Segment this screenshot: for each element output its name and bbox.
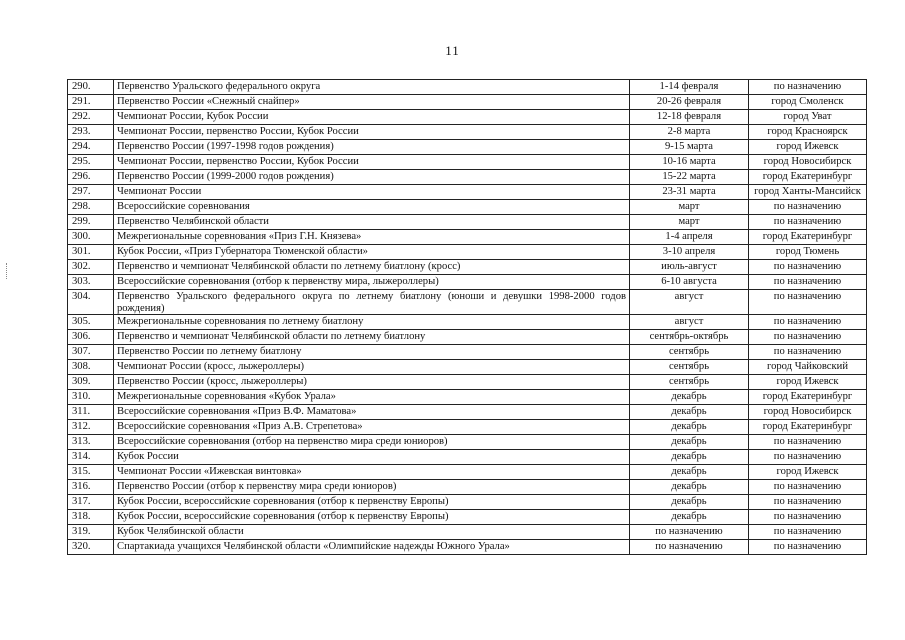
row-number-cell: 319. <box>68 525 114 540</box>
event-date-cell: 15-22 марта <box>630 170 749 185</box>
event-place-cell: по назначению <box>749 450 867 465</box>
event-place-cell: город Новосибирск <box>749 405 867 420</box>
event-place-cell: город Екатеринбург <box>749 170 867 185</box>
event-place-cell: по назначению <box>749 260 867 275</box>
table-row <box>68 330 867 345</box>
event-name-cell: Кубок России, всероссийские соревнования (отбор к первенству Европы) <box>114 495 630 510</box>
event-place-cell: город Ижевск <box>749 140 867 155</box>
event-date-cell: 1-14 февраля <box>630 80 749 95</box>
table-row <box>68 315 867 330</box>
table-row <box>68 290 867 315</box>
table-row <box>68 375 867 390</box>
event-place-cell: по назначению <box>749 435 867 450</box>
event-name-cell: Чемпионат России «Ижевская винтовка» <box>114 465 630 480</box>
event-place-cell: город Чайковский <box>749 360 867 375</box>
event-name-cell: Всероссийские соревнования «Приз В.Ф. Маматова» <box>114 405 630 420</box>
event-place-cell: город Смоленск <box>749 95 867 110</box>
row-number-cell: 295. <box>68 155 114 170</box>
event-date-cell: 6-10 августа <box>630 275 749 290</box>
table-row <box>68 540 867 555</box>
events-table-body <box>68 80 867 555</box>
event-name-cell: Всероссийские соревнования (отбор на первенство мира среди юниоров) <box>114 435 630 450</box>
table-row <box>68 345 867 360</box>
row-number-cell: 305. <box>68 315 114 330</box>
table-row <box>68 420 867 435</box>
table-row <box>68 450 867 465</box>
event-place-cell: город Екатеринбург <box>749 420 867 435</box>
event-name-cell: Первенство Уральского федерального округа по летнему биатлону (юноши и девушки 1998-2000 годов рождения) <box>114 290 630 315</box>
row-number-cell: 290. <box>68 80 114 95</box>
event-name-cell: Всероссийские соревнования (отбор к первенству мира, лыжероллеры) <box>114 275 630 290</box>
event-date-cell: декабрь <box>630 480 749 495</box>
event-date-cell: август <box>630 290 749 315</box>
table-row <box>68 405 867 420</box>
event-date-cell: 3-10 апреля <box>630 245 749 260</box>
event-name-cell: Кубок России, всероссийские соревнования (отбор к первенству Европы) <box>114 510 630 525</box>
row-number-cell: 315. <box>68 465 114 480</box>
row-number-cell: 309. <box>68 375 114 390</box>
row-number-cell: 313. <box>68 435 114 450</box>
event-name-cell: Первенство России (отбор к первенству мира среди юниоров) <box>114 480 630 495</box>
event-name-cell: Межрегиональные соревнования по летнему биатлону <box>114 315 630 330</box>
row-number-cell: 296. <box>68 170 114 185</box>
row-number-cell: 298. <box>68 200 114 215</box>
row-number-cell: 307. <box>68 345 114 360</box>
table-row <box>68 245 867 260</box>
event-name-cell: Чемпионат России <box>114 185 630 200</box>
row-number-cell: 294. <box>68 140 114 155</box>
event-date-cell: декабрь <box>630 405 749 420</box>
event-date-cell: декабрь <box>630 495 749 510</box>
row-number-cell: 300. <box>68 230 114 245</box>
table-row <box>68 465 867 480</box>
row-number-cell: 303. <box>68 275 114 290</box>
event-place-cell: город Красноярск <box>749 125 867 140</box>
event-place-cell: город Тюмень <box>749 245 867 260</box>
table-row <box>68 480 867 495</box>
event-place-cell: город Ханты-Мансийск <box>749 185 867 200</box>
table-row <box>68 230 867 245</box>
table-row <box>68 140 867 155</box>
event-date-cell: март <box>630 200 749 215</box>
event-place-cell: город Екатеринбург <box>749 230 867 245</box>
event-place-cell: по назначению <box>749 275 867 290</box>
table-row <box>68 95 867 110</box>
event-date-cell: 2-8 марта <box>630 125 749 140</box>
event-date-cell: сентябрь <box>630 375 749 390</box>
table-row <box>68 155 867 170</box>
event-place-cell: по назначению <box>749 80 867 95</box>
row-number-cell: 304. <box>68 290 114 315</box>
event-place-cell: по назначению <box>749 315 867 330</box>
event-date-cell: по назначению <box>630 540 749 555</box>
row-number-cell: 308. <box>68 360 114 375</box>
event-place-cell: по назначению <box>749 525 867 540</box>
table-row <box>68 435 867 450</box>
event-name-cell: Первенство и чемпионат Челябинской области по летнему биатлону <box>114 330 630 345</box>
event-name-cell: Чемпионат России, первенство России, Кубок России <box>114 125 630 140</box>
event-date-cell: 10-16 марта <box>630 155 749 170</box>
row-number-cell: 301. <box>68 245 114 260</box>
event-date-cell: сентябрь-октябрь <box>630 330 749 345</box>
event-name-cell: Кубок России <box>114 450 630 465</box>
event-name-cell: Первенство России по летнему биатлону <box>114 345 630 360</box>
event-date-cell: декабрь <box>630 435 749 450</box>
event-name-cell: Чемпионат России, первенство России, Кубок России <box>114 155 630 170</box>
event-name-cell: Первенство России «Снежный снайпер» <box>114 95 630 110</box>
event-name-cell: Первенство Уральского федерального округа <box>114 80 630 95</box>
event-place-cell: по назначению <box>749 200 867 215</box>
event-place-cell: по назначению <box>749 345 867 360</box>
event-place-cell: по назначению <box>749 510 867 525</box>
row-number-cell: 297. <box>68 185 114 200</box>
events-table <box>67 79 867 555</box>
page-number: 11 <box>445 43 460 58</box>
event-date-cell: декабрь <box>630 465 749 480</box>
event-name-cell: Первенство России (1997-1998 годов рождения) <box>114 140 630 155</box>
event-date-cell: по назначению <box>630 525 749 540</box>
row-number-cell: 320. <box>68 540 114 555</box>
event-date-cell: декабрь <box>630 420 749 435</box>
event-place-cell: по назначению <box>749 480 867 495</box>
event-date-cell: июль-август <box>630 260 749 275</box>
event-place-cell: город Уват <box>749 110 867 125</box>
table-row <box>68 390 867 405</box>
event-name-cell: Межрегиональные соревнования «Кубок Урала» <box>114 390 630 405</box>
event-date-cell: 12-18 февраля <box>630 110 749 125</box>
table-row <box>68 275 867 290</box>
row-number-cell: 317. <box>68 495 114 510</box>
table-row <box>68 185 867 200</box>
event-name-cell: Первенство России (кросс, лыжероллеры) <box>114 375 630 390</box>
table-row <box>68 525 867 540</box>
event-date-cell: 1-4 апреля <box>630 230 749 245</box>
event-place-cell: город Ижевск <box>749 465 867 480</box>
event-place-cell: по назначению <box>749 215 867 230</box>
event-name-cell: Межрегиональные соревнования «Приз Г.Н. Князева» <box>114 230 630 245</box>
row-number-cell: 316. <box>68 480 114 495</box>
event-place-cell: город Екатеринбург <box>749 390 867 405</box>
table-row <box>68 510 867 525</box>
event-date-cell: сентябрь <box>630 360 749 375</box>
event-date-cell: март <box>630 215 749 230</box>
table-row <box>68 170 867 185</box>
event-name-cell: Кубок Челябинской области <box>114 525 630 540</box>
row-number-cell: 299. <box>68 215 114 230</box>
row-number-cell: 318. <box>68 510 114 525</box>
event-name-cell: Первенство Челябинской области <box>114 215 630 230</box>
event-place-cell: город Ижевск <box>749 375 867 390</box>
row-number-cell: 312. <box>68 420 114 435</box>
event-name-cell: Спартакиада учащихся Челябинской области «Олимпийские надежды Южного Урала» <box>114 540 630 555</box>
event-place-cell: город Новосибирск <box>749 155 867 170</box>
table-row <box>68 360 867 375</box>
table-row <box>68 260 867 275</box>
event-date-cell: август <box>630 315 749 330</box>
event-name-cell: Всероссийские соревнования <box>114 200 630 215</box>
table-row <box>68 110 867 125</box>
event-name-cell: Первенство России (1999-2000 годов рождения) <box>114 170 630 185</box>
event-name-cell: Чемпионат России, Кубок России <box>114 110 630 125</box>
event-date-cell: 23-31 марта <box>630 185 749 200</box>
row-number-cell: 292. <box>68 110 114 125</box>
row-number-cell: 291. <box>68 95 114 110</box>
row-number-cell: 314. <box>68 450 114 465</box>
table-row <box>68 495 867 510</box>
row-number-cell: 306. <box>68 330 114 345</box>
row-number-cell: 302. <box>68 260 114 275</box>
event-name-cell: Чемпионат России (кросс, лыжероллеры) <box>114 360 630 375</box>
event-name-cell: Всероссийские соревнования «Приз А.В. Стрепетова» <box>114 420 630 435</box>
event-date-cell: сентябрь <box>630 345 749 360</box>
table-row <box>68 215 867 230</box>
margin-mark <box>6 263 10 279</box>
event-date-cell: декабрь <box>630 510 749 525</box>
event-date-cell: 20-26 февраля <box>630 95 749 110</box>
event-name-cell: Кубок России, «Приз Губернатора Тюменской области» <box>114 245 630 260</box>
table-row <box>68 125 867 140</box>
table-row <box>68 200 867 215</box>
event-place-cell: по назначению <box>749 540 867 555</box>
event-place-cell: по назначению <box>749 330 867 345</box>
event-date-cell: декабрь <box>630 450 749 465</box>
table-row <box>68 80 867 95</box>
event-place-cell: по назначению <box>749 290 867 315</box>
event-place-cell: по назначению <box>749 495 867 510</box>
event-date-cell: 9-15 марта <box>630 140 749 155</box>
row-number-cell: 293. <box>68 125 114 140</box>
row-number-cell: 310. <box>68 390 114 405</box>
row-number-cell: 311. <box>68 405 114 420</box>
event-date-cell: декабрь <box>630 390 749 405</box>
event-name-cell: Первенство и чемпионат Челябинской области по летнему биатлону (кросс) <box>114 260 630 275</box>
